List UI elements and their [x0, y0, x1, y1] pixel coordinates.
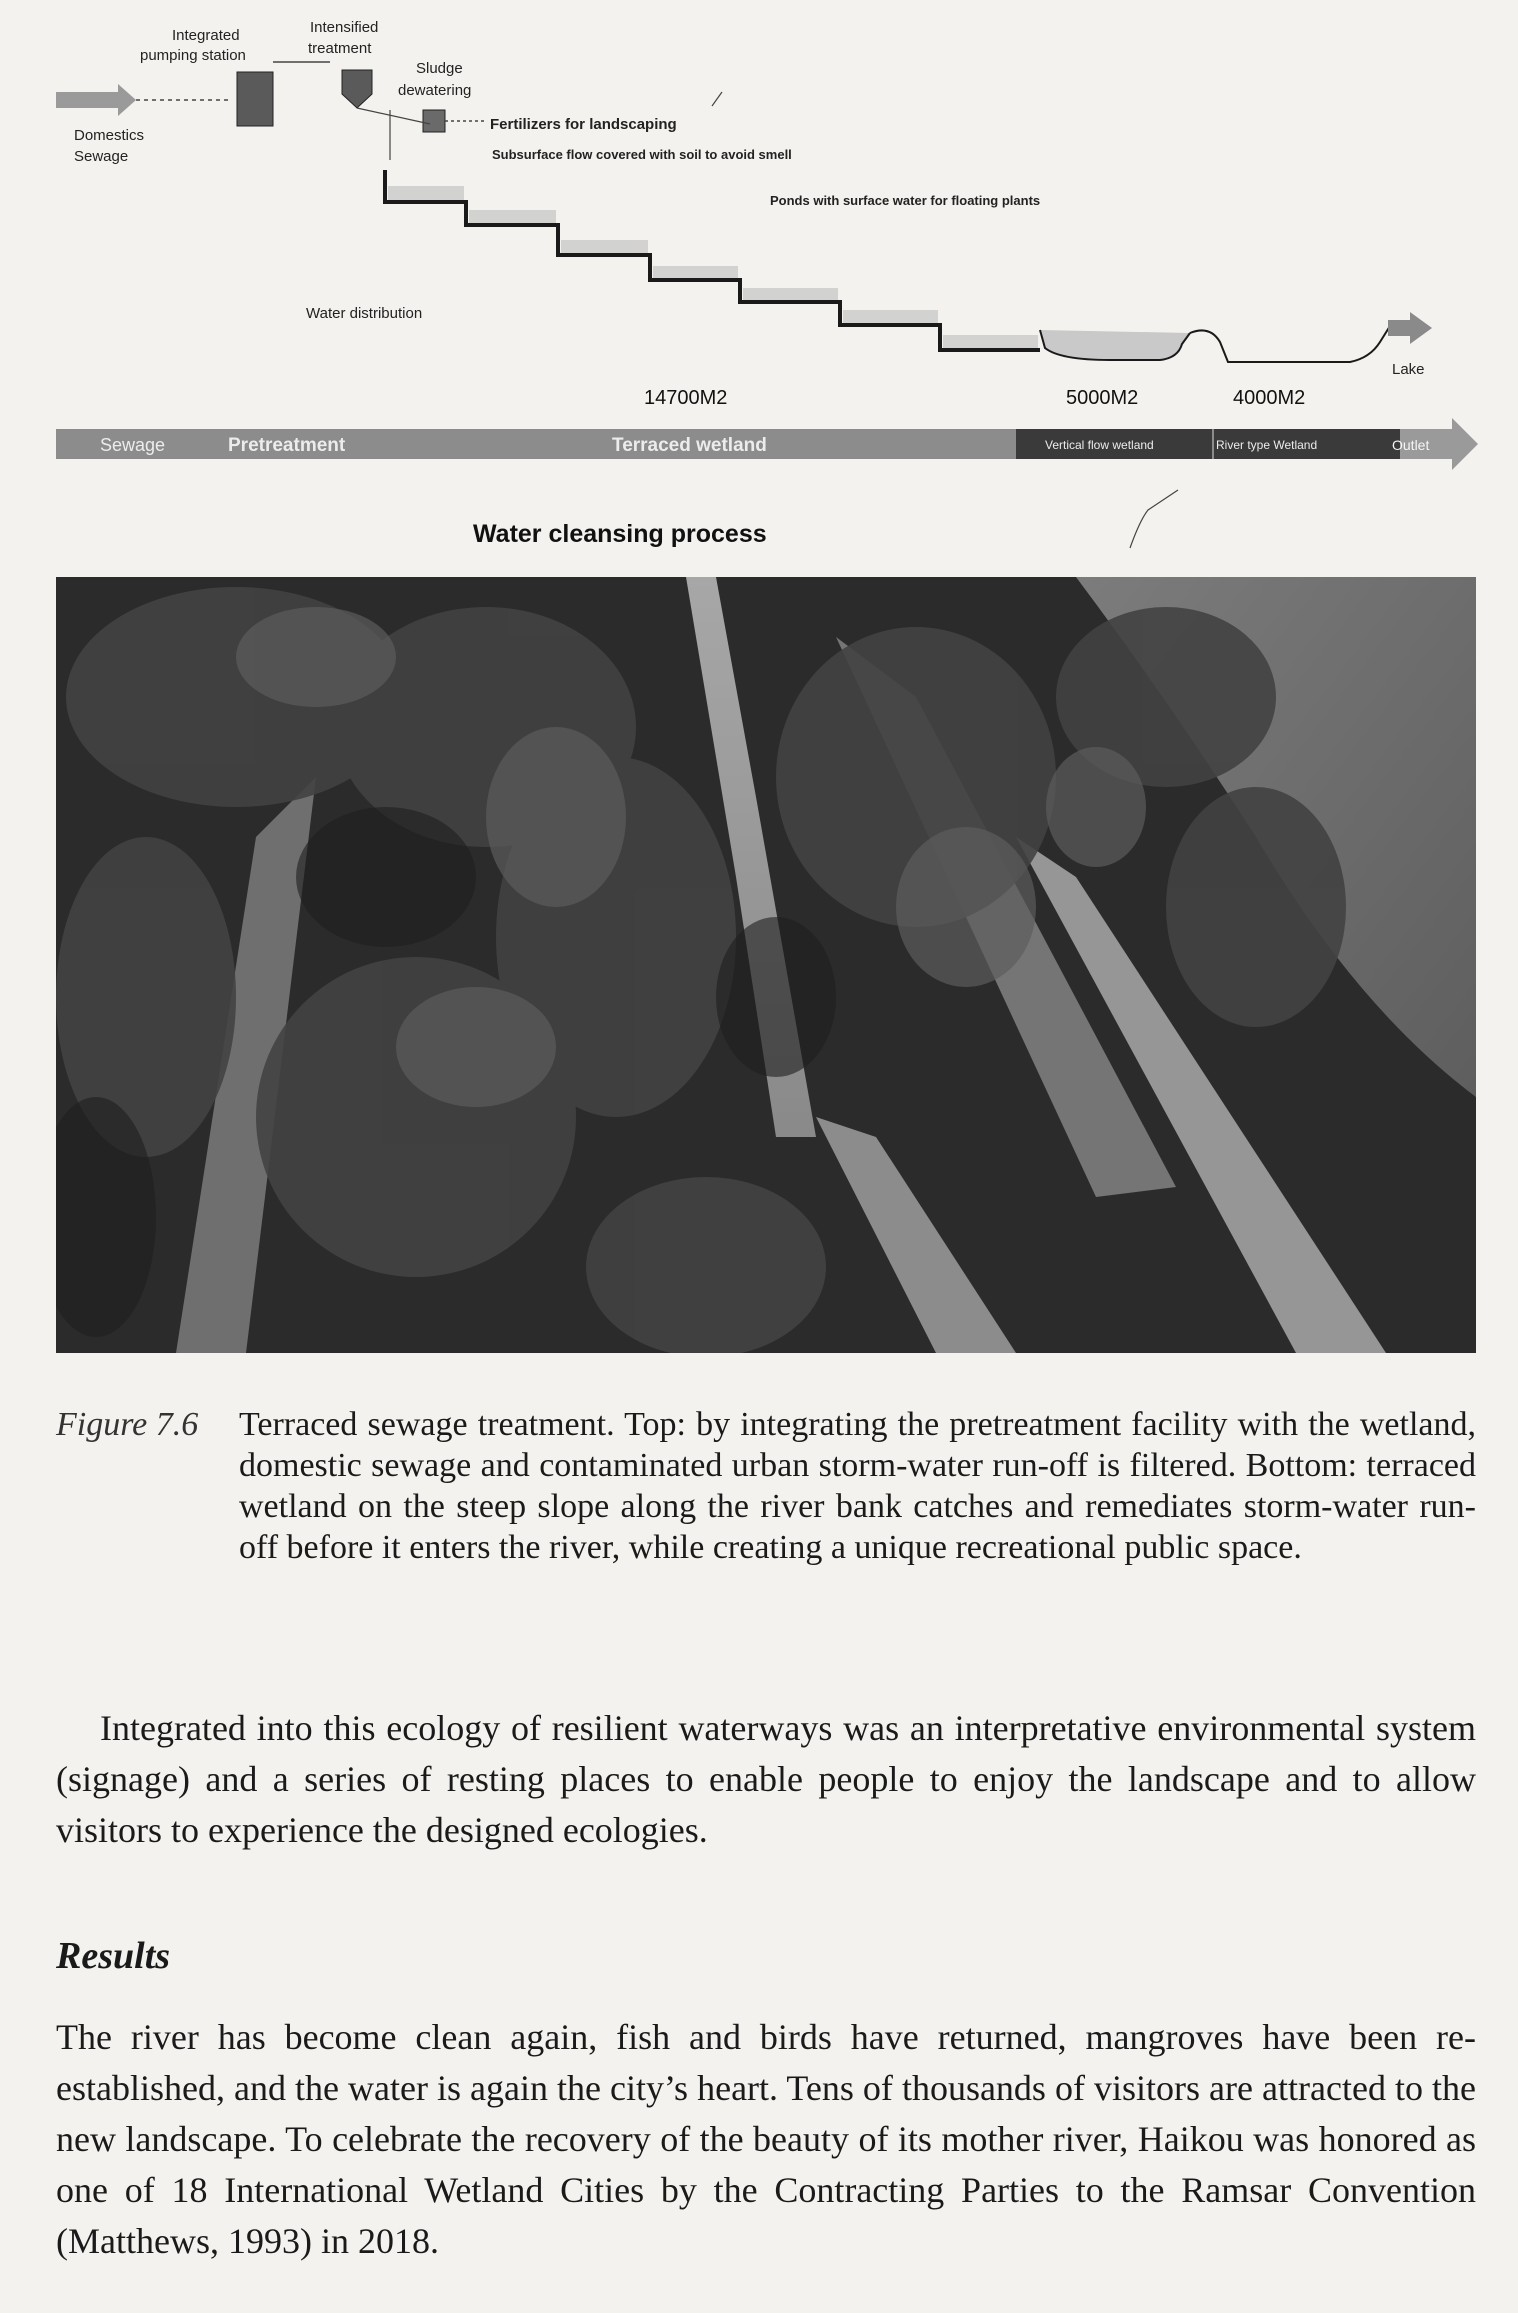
diagram-title: Water cleansing process [473, 520, 767, 548]
label-ponds: Ponds with surface water for floating plants [770, 193, 1041, 208]
label-fertilizers: Fertilizers for landscaping [490, 116, 677, 133]
body-paragraph-1: Integrated into this ecology of resilient waterways was an interpretative environmental system (signage) and a series of resting places to enable people to enjoy the landscape and to allow visitors to experience the designed ecologies. [56, 1708, 1476, 1850]
label-intensified-2: treatment [308, 40, 372, 57]
vertical-flow-basin [1040, 330, 1190, 360]
label-pumping-station-2: pumping station [140, 47, 246, 64]
lake-output-arrow [1388, 312, 1432, 344]
body-paragraph-2: The river has become clean again, fish and birds have returned, mangroves have been re-established, and the water is again the city’s heart. Tens of thousands of visitors are attracted to the new landscape. To celebrate the recovery of the beauty of its mother river, Haikou was honored as one of 18 International Wetland Cities by the Contracting Parties to the Ramsar Convention (Matthews, 1993) in 2018. [56, 2017, 1476, 2261]
bar-vertical-flow: Vertical flow wetland [1045, 438, 1154, 452]
label-pumping-station-1: Integrated [172, 27, 240, 44]
figure-label: Figure 7.6 [56, 1406, 199, 1443]
label-water-distribution: Water distribution [306, 305, 423, 322]
sewage-input-arrow [56, 84, 136, 116]
bar-sewage: Sewage [100, 435, 166, 455]
area-river-type: 4000M2 [1233, 387, 1306, 409]
process-bar [56, 429, 1016, 459]
label-domestic-sewage-1: Domestics [74, 127, 145, 144]
label-domestic-sewage-2: Sewage [74, 148, 129, 165]
pumping-station-icon [237, 72, 273, 126]
treatment-tank-icon [342, 70, 372, 108]
terraced-wetland-photo [56, 577, 1476, 1353]
label-lake: Lake [1392, 361, 1425, 378]
bar-pretreatment: Pretreatment [228, 435, 346, 456]
sludge-dewatering-icon [423, 110, 445, 132]
area-terraced: 14700M2 [644, 387, 728, 409]
label-sludge-2: dewatering [398, 82, 472, 99]
figure-caption [56, 1404, 1476, 1568]
label-sludge-1: Sludge [416, 60, 463, 77]
label-intensified-1: Intensified [310, 19, 379, 36]
bar-river-type: River type Wetland [1216, 438, 1318, 452]
water-cleansing-diagram [0, 0, 1518, 577]
bar-outlet: Outlet [1392, 437, 1430, 453]
bar-terraced-wetland: Terraced wetland [612, 435, 767, 456]
area-vertical-flow: 5000M2 [1066, 387, 1139, 409]
label-subsurface: Subsurface flow covered with soil to avoid smell [492, 147, 792, 162]
section-heading-results: Results [56, 1935, 171, 1977]
figure-caption-text: Terraced sewage treatment. Top: by integrating the pretreatment facility with the wetland, domestic sewage and contaminated urban storm-water run-off is filtered. Bottom: terraced wetland on the steep slope along the river bank catches and remediates storm-water run-off before it enters the river, while creating a unique recreational public space. [239, 1406, 1476, 1566]
